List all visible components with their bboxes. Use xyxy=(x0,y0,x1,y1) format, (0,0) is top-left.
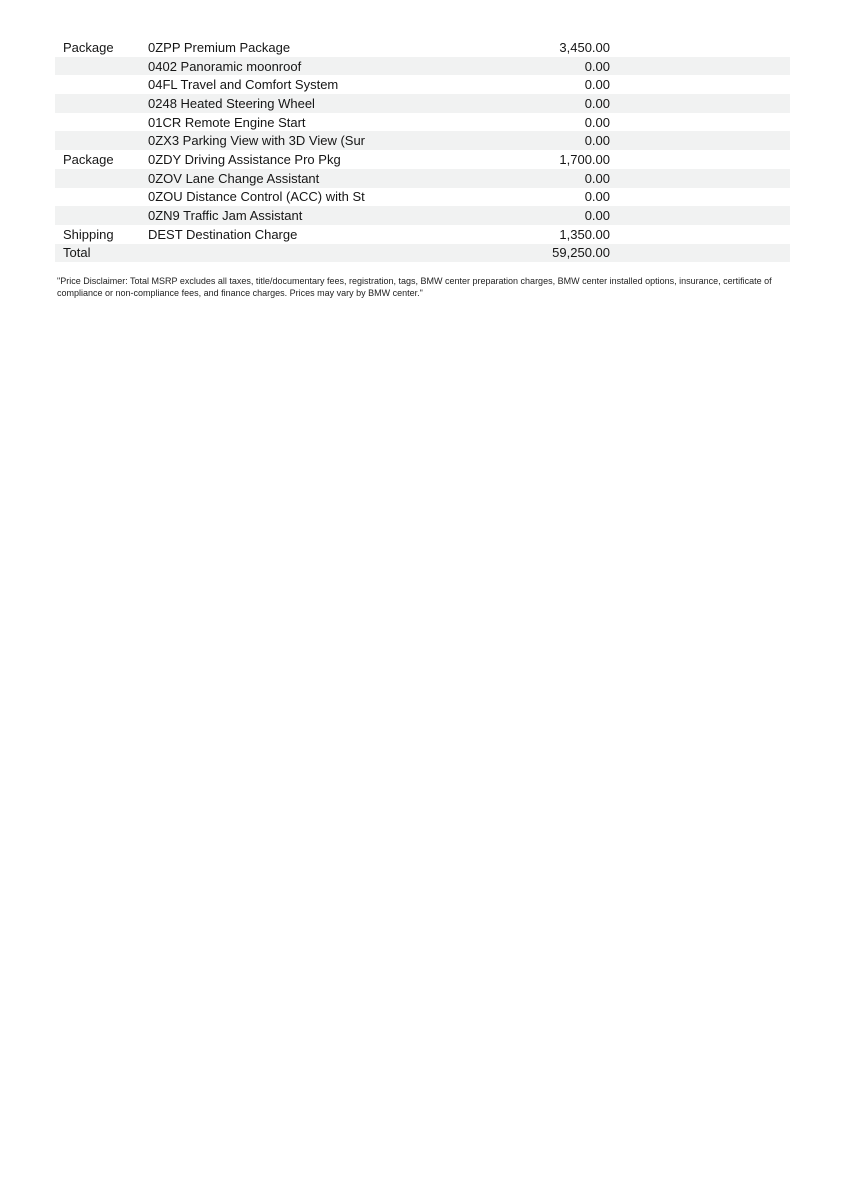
description-cell: 0402 Panoramic moonroof xyxy=(148,58,302,74)
amount-cell: 59,250.00 xyxy=(552,245,610,261)
category-cell: Shipping xyxy=(63,226,114,242)
description-cell: 0ZX3 Parking View with 3D View (Sur xyxy=(148,133,366,149)
vehicle-options-table xyxy=(55,38,790,262)
table-row xyxy=(55,113,790,132)
table-row xyxy=(55,188,790,207)
amount-cell: 0.00 xyxy=(584,114,610,130)
table-row xyxy=(55,131,790,150)
amount-cell: 0.00 xyxy=(584,133,610,149)
amount-cell: 0.00 xyxy=(584,95,610,111)
table-row xyxy=(55,75,790,94)
description-cell: 0ZOV Lane Change Assistant xyxy=(148,170,320,186)
table-row xyxy=(55,206,790,225)
description-cell: 0ZOU Distance Control (ACC) with St xyxy=(148,189,365,205)
amount-cell: 0.00 xyxy=(584,58,610,74)
table-row xyxy=(55,150,790,169)
table-row xyxy=(55,38,790,57)
amount-cell: 1,350.00 xyxy=(559,226,610,242)
amount-cell: 0.00 xyxy=(584,208,610,224)
table-row total-row xyxy=(55,244,790,263)
amount-cell: 0.00 xyxy=(584,77,610,93)
amount-cell: 0.00 xyxy=(584,170,610,186)
table-row xyxy=(55,94,790,113)
category-cell: Package xyxy=(63,39,114,55)
disclaimer-line: compliance or non-compliance fees, and finance charges. Prices may vary by BMW center." xyxy=(57,287,423,298)
description-cell: 0ZN9 Traffic Jam Assistant xyxy=(148,208,303,224)
table-row xyxy=(55,225,790,244)
amount-cell: 0.00 xyxy=(584,189,610,205)
price-disclaimer xyxy=(57,276,797,299)
description-cell: 04FL Travel and Comfort System xyxy=(148,77,339,93)
category-cell: Package xyxy=(63,151,114,167)
table-row xyxy=(55,169,790,188)
table-row xyxy=(55,57,790,76)
description-cell: DEST Destination Charge xyxy=(148,226,298,242)
amount-cell: 3,450.00 xyxy=(559,39,610,55)
description-cell: 0ZPP Premium Package xyxy=(148,39,291,55)
amount-cell: 1,700.00 xyxy=(559,151,610,167)
description-cell: 0248 Heated Steering Wheel xyxy=(148,95,315,111)
description-cell: 01CR Remote Engine Start xyxy=(148,114,306,130)
description-cell: 0ZDY Driving Assistance Pro Pkg xyxy=(148,151,341,167)
disclaimer-line: "Price Disclaimer: Total MSRP excludes all taxes, title/documentary fees, registration, tags, BMW center preparation charges, BMW center installed options, insurance, certificate of xyxy=(57,276,772,286)
category-cell: Total xyxy=(63,245,91,261)
